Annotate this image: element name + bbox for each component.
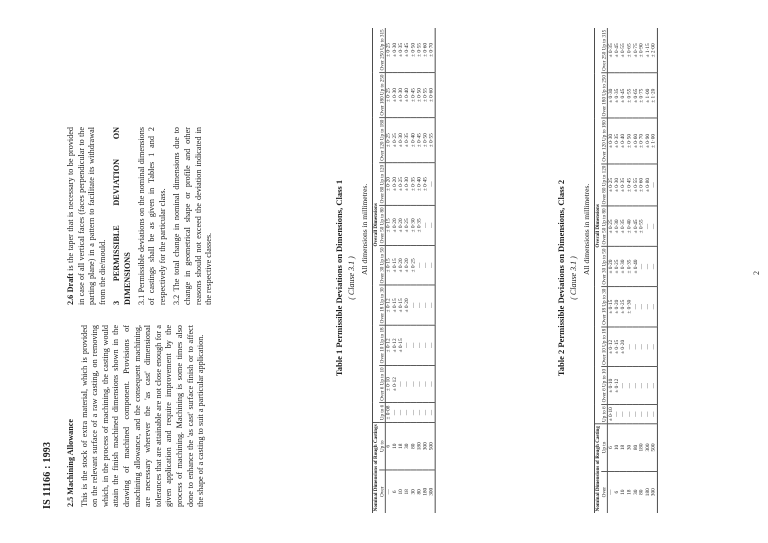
deviation-cell: ± 0·50 (416, 73, 422, 118)
deviation-cell: ± 0·30 (398, 118, 404, 163)
table-row (429, 28, 436, 513)
deviation-cell: ± 0·30 (392, 73, 398, 118)
nominal-size-cell: 80 (416, 489, 422, 495)
deviation-cell: ± 0·30 (410, 205, 416, 245)
table-1-column-header: Over 80 Up to 120 (379, 163, 386, 206)
deviation-cell: ± 0·70 (639, 118, 645, 163)
deviation-cell: ± 0·45 (416, 118, 422, 163)
deviation-cell: — (632, 404, 638, 424)
deviation-cell: ± 0·08 (385, 403, 392, 422)
deviation-cell: — (392, 403, 398, 422)
deviation-cell: ± 0·10 (607, 404, 614, 424)
deviation-cell: ± 0·35 (410, 163, 416, 206)
deviation-cell: ± 0·65 (626, 28, 632, 73)
nominal-size-cell: 10 (398, 489, 404, 495)
deviation-cell: ± 0·10 (607, 367, 614, 405)
standard-number: IS 11166 : 1993 (42, 441, 53, 509)
table-2-column-header: Over 120 Up to 180 (601, 118, 608, 163)
deviation-cell: — (651, 404, 658, 424)
deviation-cell: — (429, 245, 436, 285)
nominal-size-cell: 6 (391, 490, 398, 494)
deviation-cell: ± 0·65 (632, 73, 638, 118)
deviation-cell: ± 0·30 (398, 73, 404, 118)
deviation-cell: — (651, 164, 658, 207)
section-2-6-text: is the taper that is necessary to be provided in case of all vertical faces (faces perpendicular to the parting plane) in a pattern to facilitate its withdrawal from the die/mould. (66, 126, 107, 305)
deviation-cell: — (429, 325, 436, 365)
table-1-column-header: Over 18 Up to 30 (379, 285, 386, 325)
nominal-size-cell: 6 (607, 424, 614, 471)
table-2-column-header: Over 50 Up to 80 (601, 206, 608, 246)
deviation-cell: — (429, 365, 436, 402)
deviation-cell: ± 0·45 (632, 206, 638, 246)
table-1 (372, 28, 435, 513)
deviation-cell: — (639, 246, 645, 286)
deviation-cell: ± 0·25 (614, 246, 620, 286)
deviation-cell: — (645, 206, 651, 246)
deviation-cell: ± 0·25 (398, 163, 404, 206)
nominal-size-cell: 180 (416, 422, 422, 470)
deviation-cell: — (429, 205, 436, 245)
deviation-cell: — (429, 163, 436, 206)
section-2-6-paragraph (66, 127, 108, 305)
deviation-cell: ± 0·40 (416, 163, 422, 206)
deviation-cell: — (632, 367, 638, 405)
nominal-size-cell: 30 (626, 424, 632, 471)
deviation-cell: ± 0·12 (392, 365, 398, 402)
nominal-size-cell: 300 (651, 471, 658, 513)
deviation-cell: ± 0·30 (614, 164, 620, 207)
table-1-nominal-header: Nominal Dimensions of Rough Castings (372, 422, 379, 513)
deviation-cell: — (422, 365, 428, 402)
deviation-cell: ± 0·35 (404, 118, 410, 163)
deviation-cell: ± 0·35 (620, 164, 626, 207)
section-2-5-paragraph: This is the stock of extra material, which is provided on the relevant surface of a raw casting, on removing which, in the process of machining, the casting would attain the finish machined dimensions shown in the drawing of machined component. Provisions of machining allowance, and the consequent machining, are necessary wherever the 'as cast' dimensional tolerances that are attainable are not close enough for a given application and require improvement by the process of machining. Machining is some times also done to enhance the 'as cast' surface finish or to affect the shape of a casting to suit a particular application. (79, 325, 206, 507)
table-2-clause: ( Clause 3.1 ) (569, 256, 578, 300)
deviation-cell: — (651, 287, 658, 327)
table-2-column-header: Over 180 Up to 250 (601, 73, 608, 118)
deviation-cell: ± 0·40 (632, 246, 638, 286)
section-2-5-heading: 2.5 Machining Allowance (66, 418, 75, 507)
table-2-column-header: Over 30 Up to 50 (601, 246, 608, 286)
deviation-cell: ± 0·60 (429, 73, 436, 118)
deviation-cell: ± 0·12 (385, 325, 392, 365)
table-1-clause: ( Clause 3.1 ) (347, 256, 356, 300)
nominal-size-cell: — (385, 489, 392, 495)
deviation-cell: ± 0·55 (632, 164, 638, 207)
nominal-size-cell: 6 (613, 490, 620, 494)
deviation-cell: ± 0·45 (614, 28, 620, 73)
deviation-cell: ± 0·60 (639, 164, 645, 207)
deviation-cell: ± 0·20 (398, 205, 404, 245)
nominal-size-cell: 80 (410, 422, 416, 470)
deviation-cell: ± 0·12 (392, 325, 398, 365)
deviation-cell: — (410, 403, 416, 422)
deviation-cell: ± 0·35 (607, 28, 614, 73)
nominal-size-cell: 180 (639, 424, 645, 471)
deviation-cell: ± 0·90 (645, 118, 651, 163)
nominal-size-cell: 10 (614, 424, 620, 471)
deviation-cell: ± 0·25 (385, 118, 392, 163)
deviation-cell: ± 0·25 (620, 287, 626, 327)
left-text-column (66, 325, 211, 507)
table-1-note: All dimensions in millimetres. (360, 183, 369, 275)
nominal-size-cell: 300 (422, 422, 428, 470)
deviation-cell: ± 0·45 (422, 163, 428, 206)
deviation-cell: ± 1·00 (651, 118, 658, 163)
table-2 (594, 28, 658, 513)
table-1-column-header: Over 10 Up to 18 (379, 325, 386, 365)
deviation-cell: ± 0·55 (626, 73, 632, 118)
nominal-size-cell: 180 (644, 488, 651, 497)
deviation-cell: ± 1·15 (645, 28, 651, 73)
deviation-cell: ± 0·25 (385, 73, 392, 118)
deviation-cell: ± 0·50 (422, 118, 428, 163)
deviation-cell: — (416, 325, 422, 365)
nominal-size-cell: — (607, 489, 614, 495)
deviation-cell: ± 0·15 (385, 205, 392, 245)
deviation-cell: ± 0·70 (429, 28, 436, 73)
deviation-cell: ± 0·15 (385, 245, 392, 285)
deviation-cell: ± 0·15 (398, 285, 404, 325)
deviation-cell: ± 0·15 (607, 287, 614, 327)
deviation-cell: — (639, 287, 645, 327)
deviation-cell: — (645, 404, 651, 424)
deviation-cell: — (632, 327, 638, 367)
deviation-cell: ± 0·50 (626, 118, 632, 163)
deviation-cell: ± 0·75 (632, 28, 638, 73)
deviation-cell: — (422, 205, 428, 245)
deviation-cell: ± 0·12 (607, 327, 614, 367)
deviation-cell: ± 0·75 (639, 73, 645, 118)
deviation-cell: ± 0·45 (410, 73, 416, 118)
deviation-cell: — (620, 367, 626, 405)
table-2-note: All dimensions in millimetres. (582, 183, 591, 275)
table-2-overall-header: Overall Dimensions (594, 28, 601, 424)
deviation-cell: — (398, 403, 404, 422)
deviation-cell: — (645, 246, 651, 286)
deviation-cell: ± 0·15 (392, 245, 398, 285)
table-1-column-header: Over 50 Up to 80 (379, 205, 386, 245)
table-2-column-header: Over 250 Up to 315 (601, 28, 608, 73)
table-2-upto-label: Up to (601, 424, 608, 471)
nominal-size-cell: 180 (422, 487, 429, 496)
deviation-cell: — (410, 285, 416, 325)
deviation-cell: ± 0·55 (416, 28, 422, 73)
deviation-cell: ± 0·60 (632, 118, 638, 163)
deviation-cell: ± 0·40 (626, 206, 632, 246)
deviation-cell: — (632, 287, 638, 327)
section-3-1-paragraph: 3.1 Permissible deviations on the nominal dimensions of castings shall be as given in Tables 1 and 2 respectively for the particular class. (136, 127, 167, 305)
deviation-cell: ± 0·20 (392, 163, 398, 206)
table-1-overall-header: Overall Dimensions (372, 28, 379, 423)
deviation-cell: ± 0·20 (404, 245, 410, 285)
deviation-cell: — (416, 245, 422, 285)
deviation-cell: ± 0·40 (410, 118, 416, 163)
deviation-cell: ± 0·15 (392, 285, 398, 325)
deviation-cell: ± 0·45 (626, 164, 632, 207)
right-text-column (66, 127, 219, 305)
deviation-cell: ± 0·30 (626, 287, 632, 327)
table-2-column-header: Over 80 Up to 120 (601, 164, 608, 207)
deviation-cell: ± 0·25 (410, 245, 416, 285)
deviation-cell: ± 0·25 (404, 205, 410, 245)
deviation-cell: ± 0·30 (614, 206, 620, 246)
table-1-column-header: Up to 6 (379, 403, 386, 422)
deviation-cell: ± 0·20 (620, 327, 626, 367)
deviation-cell: ± 0·35 (416, 205, 422, 245)
nominal-size-cell: 18 (398, 422, 404, 470)
nominal-size-cell: 30 (404, 422, 410, 470)
deviation-cell: ± 0·35 (626, 246, 632, 286)
section-3-2-paragraph: 3.2 The total change in nominal dimensions due to change in geometrical shape or profile and other reasons should not exceed the deviation indicated in the respective classes. (172, 127, 214, 305)
deviation-cell: ± 0·25 (385, 28, 392, 73)
deviation-cell: — (639, 367, 645, 405)
deviation-cell: ± 0·20 (398, 245, 404, 285)
table-2-over-label: Over (601, 471, 608, 513)
deviation-cell: — (404, 403, 410, 422)
deviation-cell: ± 1·00 (645, 73, 651, 118)
deviation-cell: — (651, 206, 658, 246)
deviation-cell: — (422, 245, 428, 285)
table-1-upto-label: Up to (379, 422, 386, 470)
deviation-cell: ± 0·35 (620, 206, 626, 246)
deviation-cell: — (614, 404, 620, 424)
deviation-cell: — (645, 327, 651, 367)
deviation-cell: ± 0·45 (620, 73, 626, 118)
deviation-cell: ± 0·25 (607, 206, 614, 246)
deviation-cell: ± 0·50 (410, 28, 416, 73)
table-1-over-label: Over (379, 470, 386, 513)
deviation-cell: — (422, 403, 428, 422)
deviation-cell: ± 0·30 (392, 28, 398, 73)
table-1-column-header: Over 120 Up to 180 (379, 118, 386, 163)
deviation-cell: ± 2·00 (651, 28, 658, 73)
section-3-heading: 3 PERMISSIBLE DEVIATION ON DIMENSIONS (112, 127, 132, 305)
deviation-cell: ± 0·45 (404, 28, 410, 73)
deviation-cell: ± 0·55 (639, 206, 645, 246)
deviation-cell: ± 0·30 (404, 163, 410, 206)
deviation-cell: ± 0·40 (404, 73, 410, 118)
nominal-size-cell: 18 (626, 489, 632, 495)
nominal-size-cell: 6 (385, 422, 392, 470)
deviation-cell: ± 0·35 (614, 118, 620, 163)
deviation-cell: — (429, 403, 436, 422)
deviation-cell: ± 0·25 (392, 118, 398, 163)
table-2-column-header: Over 18 Up to 30 (601, 287, 608, 327)
page-number: 2 (752, 271, 761, 275)
deviation-cell: — (398, 365, 404, 402)
deviation-cell: — (410, 325, 416, 365)
table-1-title: Table 1 Permissible Deviations on Dimensions, Class 1 (334, 179, 344, 377)
table-2-column-header: Over 10 Up to 18 (601, 327, 608, 367)
table-2-nominal-header: Nominal Dimensions of Rough Casting (594, 424, 601, 513)
table-1-column-header: Over 30 Up to 50 (379, 245, 386, 285)
deviation-cell: ± 0·25 (607, 164, 614, 207)
nominal-size-cell: 300 (645, 424, 651, 471)
deviation-cell: ± 0·90 (639, 28, 645, 73)
deviation-cell: — (429, 285, 436, 325)
deviation-cell: ± 0·30 (607, 73, 614, 118)
nominal-size-cell: 30 (632, 489, 639, 495)
deviation-cell: ± 0·30 (607, 118, 614, 163)
deviation-cell: — (651, 246, 658, 286)
deviation-cell: ± 0·35 (398, 28, 404, 73)
deviation-cell: — (416, 403, 422, 422)
deviation-cell: — (626, 367, 632, 405)
deviation-cell: ± 0·12 (385, 285, 392, 325)
deviation-cell: ± 0·40 (620, 118, 626, 163)
deviation-cell: ± 0·55 (620, 28, 626, 73)
deviation-cell: — (639, 327, 645, 367)
deviation-cell: ± 0·55 (429, 118, 436, 163)
deviation-cell: — (645, 287, 651, 327)
table-row (651, 28, 658, 513)
deviation-cell: ± 0·20 (392, 205, 398, 245)
deviation-cell: ± 0·20 (404, 285, 410, 325)
nominal-size-cell: 10 (392, 422, 398, 470)
deviation-cell: — (651, 367, 658, 405)
deviation-cell: — (404, 365, 410, 402)
deviation-cell: — (422, 285, 428, 325)
table-2-title: Table 2 Permissible Deviations on Dimensions, Class 2 (556, 179, 566, 377)
deviation-cell: ± 0·80 (645, 164, 651, 207)
deviation-cell: — (410, 365, 416, 402)
deviation-cell: — (626, 404, 632, 424)
nominal-size-cell: 30 (410, 489, 416, 495)
nominal-size-cell: 18 (404, 489, 410, 495)
deviation-cell: ± 0·15 (398, 325, 404, 365)
deviation-cell: ± 0·20 (607, 246, 614, 286)
deviation-cell: — (651, 327, 658, 367)
deviation-cell: — (626, 327, 632, 367)
nominal-size-cell: 80 (638, 489, 645, 495)
nominal-size-cell: 500 (429, 422, 436, 470)
deviation-cell: — (639, 404, 645, 424)
nominal-size-cell: 80 (632, 424, 638, 471)
deviation-cell: ± 0·30 (620, 246, 626, 286)
deviation-cell: — (404, 325, 410, 365)
nominal-size-cell: 500 (651, 424, 658, 471)
deviation-cell: ± 0·20 (385, 163, 392, 206)
table-1-column-header: Over 250 Up to 315 (379, 28, 386, 73)
table-2-column-header: Over 6 Up to 10 (601, 367, 608, 405)
table-1-column-header: Over 180 Up to 250 (379, 73, 386, 118)
deviation-cell: ± 0·35 (614, 73, 620, 118)
deviation-cell: ± 0·12 (614, 367, 620, 405)
deviation-cell: ± 0·15 (614, 327, 620, 367)
nominal-size-cell: 18 (620, 424, 626, 471)
deviation-cell: — (416, 285, 422, 325)
nominal-size-cell: 300 (429, 470, 436, 513)
deviation-cell: ± 0·10 (385, 365, 392, 402)
deviation-cell: — (620, 404, 626, 424)
deviation-cell: — (645, 367, 651, 405)
deviation-cell: ± 1·20 (651, 73, 658, 118)
deviation-cell: — (422, 325, 428, 365)
section-2-6-heading: 2.6 Draft (66, 273, 75, 305)
deviation-cell: ± 0·55 (422, 73, 428, 118)
deviation-cell: — (416, 365, 422, 402)
nominal-size-cell: 10 (620, 489, 626, 495)
table-2-column-header: Up to 6 (601, 404, 608, 424)
deviation-cell: ± 0·60 (422, 28, 428, 73)
deviation-cell: ± 0·20 (614, 287, 620, 327)
table-1-column-header: Over 6 Up to 10 (379, 365, 386, 402)
